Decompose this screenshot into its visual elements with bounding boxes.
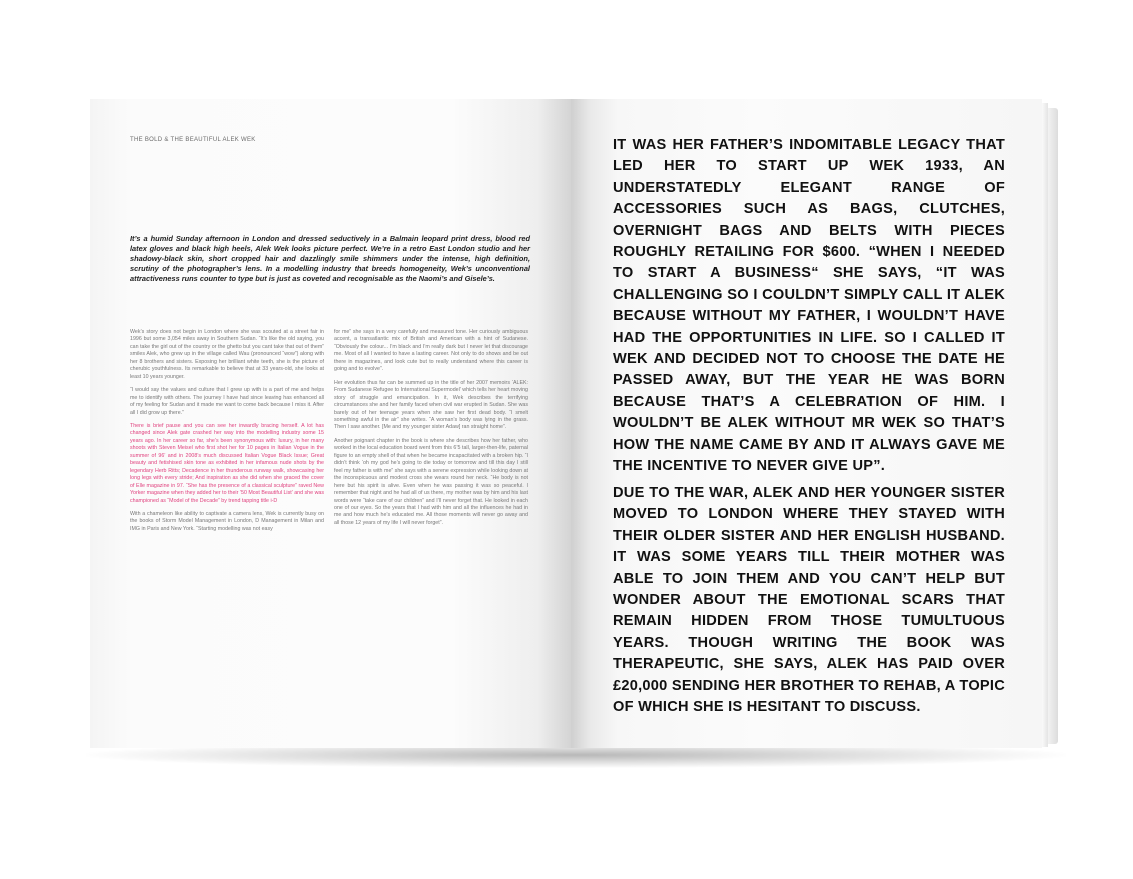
body-paragraph: Wek’s story does not begin in London where she was scouted at a street fair in 1996 but some 3,054 miles away in Southern Sudan. “It’s like the old saying, you can take the girl out of the country or the ghetto but you cant take that out of them” smiles Alek, who grew up in the village called Wau (pronounced “wow”) along with her 8 brothers and sisters. Exposing her brilliant white teeth, she is the picture of cherubic youthfulness. Its remarkable to believe that at 33 years-old, she looks at least 10 years younger. (130, 329, 324, 380)
body-paragraph: for me” she says in a very carefully and measured tone. Her curiously ambiguous accent, a transatlantic mix of British and American with a hint of Sudanese. “Obviously the colour... I’m black and I’m really dark but I never let that discourage me. Most of all I wanted to have a lasting career. Not only to do shows and be out there in magazines, and look cute but to really understand where this career is going and to evolve”. (334, 329, 528, 373)
highlighted-paragraph: There is brief pause and you can see her inwardly bracing herself. A lot has changed since Alek gate crashed her way into the modelling industry some 15 years ago. In her career so far, she’s been synonymous with: luxury, in her many shoots with Steven Meisel who first shot her for 10 pages in Italian Vogue in the summer of 96’ and in 2008’s much discussed Italian Vogue Black Issue; Great beauty and fetishised skin tone as exhibited in her infamous nude shots by the legendary Herb Ritts; Decadence in her thunderous runway walk, showcasing her long legs with every stride; And inspiration as she did when she graced the cover of Elle magazine in 97. “She has the presence of a classical sculpture” raved New Yorker magazine when they added her to their ’50 Most Beautiful List’ and she was championed as “Model of the Decade” by trend tapping title i-D (130, 422, 324, 504)
body-paragraph: “I would say the values and culture that I grew up with is a part of me and helps me to identify with others. The journey I have had since leaving has enhanced all of my feeling for Sudan and it made me want to come back because I miss it. After all I did grow up there.” (130, 387, 324, 416)
intro-paragraph: It’s a humid Sunday afternoon in London and dressed seductively in a Balmain leopard print dress, blood red latex gloves and black high heels, Alek Wek looks picture perfect. We’re in a retro East London studio and her shadowy-black skin, short cropped hair and dazzlingly smile shimmers under the intense, high definition, scrutiny of the photographer’s lens. In a modelling industry that breeds homogeneity, Wek’s unconventional attractiveness runs counter to type but is just as coveted and recognisable as the Naomi’s and Gisele’s. (130, 234, 530, 283)
pull-quote-block-2 (613, 483, 1005, 718)
pull-quote-block-1 (613, 135, 1005, 478)
body-paragraph: Another poignant chapter in the book is where she describes how her father, who worked in the local education board went from this 6’5 tall, larger-then-life, paternal figure to an empty shell of that when he became incapacitated with a broken hip. “I didn’t think ‘oh my god he’s going to die today or tomorrow and till this day I still feel my father is with me” she says with a serene expression while looking down at the inconspicuous and modest cross she wears round her neck. “He body is not here but his spirit is alive. Even when he was passing it was so peaceful. I remember that night and he had all of us there, my mother was by him and his last words were “take care of our children” and I’ll never forget that. He looked in each one of our eyes. So the years that I had with him and all the influences he had in me and how much he’s educated me. All those moments will never go away and all those 12 years of my life I will never forget”. (334, 437, 528, 526)
left-page (90, 99, 571, 748)
running-head: THE BOLD & THE BEAUTIFUL ALEK WEK (130, 137, 256, 143)
pull-quote-text: IT WAS HER FATHER’S INDOMITABLE LEGACY THAT LED HER TO START UP WEK 1933, AN UNDERSTATEDLY ELEGANT RANGE OF ACCESSORIES SUCH AS BAGS, CLUTCHES, OVERNIGHT BAGS AND BELTS WITH PIECES ROUGHLY RETAILING FOR $600. “WHEN I NEEDED TO START A BUSINESS“ SHE SAYS, “IT WAS CHALLENGING SO I COULDN’T SIMPLY CALL IT ALEK BECAUSE WITHOUT MY FATHER, I WOULDN’T HAVE HAD THE OPPORTUNITIES IN LIFE. SO I CALLED IT WEK AND DECIDED NOT TO CHOOSE THE DATE HE PASSED AWAY, BUT THE YEAR HE WAS BORN BECAUSE THAT’S A CELEBRATION OF HIM. I WOULDN’T BE ALEK WITHOUT MR WEK SO THAT’S HOW THE NAME CAME BY AND IT ALWAYS GAVE ME THE INCENTIVE TO NEVER GIVE UP”. (613, 137, 1005, 475)
body-column-2 (334, 329, 528, 533)
right-page (571, 99, 1042, 748)
body-paragraph: With a chameleon like ability to captivate a camera lens, Wek is currently busy on the books of Storm Model Management in London, D Management in Milan and IMG in Paris and New York. “Starting modelling was not easy (130, 510, 324, 532)
body-paragraph: Her evolution thus far can be summed up in the title of her 2007 memoirs ‘ALEK: From Sudanese Refugee to International Supermodel’ which tells her heart moving story of struggle and emancipation. In it, Wek describes the terrifying circumstances she and her family faced when civil war erupted in Sudan. She was barely out of her teenage years when she saw her first dead body. “I smelt something awful in the air” she writes. “A woman’s body was lying in the grass. Then I saw another. [Me and my younger sister Adaw] ran straight home”. (334, 379, 528, 431)
pull-quote-text: DUE TO THE WAR, ALEK AND HER YOUNGER SISTER MOVED TO LONDON WHERE THEY STAYED WITH THEIR OLDER SISTER AND HER ENGLISH HUSBAND. IT WAS SOME YEARS TILL THEIR MOTHER WAS ABLE TO JOIN THEM AND YOU CAN’T HELP BUT WONDER ABOUT THE EMOTIONAL SCARS THAT REMAIN HIDDEN FROM THOSE TUMULTUOUS YEARS. THOUGH WRITING THE BOOK WAS THERAPEUTIC, SHE SAYS, ALEK HAS PAID OVER £20,000 SENDING HER BROTHER TO REHAB, A TOPIC OF WHICH SHE IS HESITANT TO DISCUSS. (613, 485, 1005, 716)
body-column-1 (130, 329, 324, 539)
